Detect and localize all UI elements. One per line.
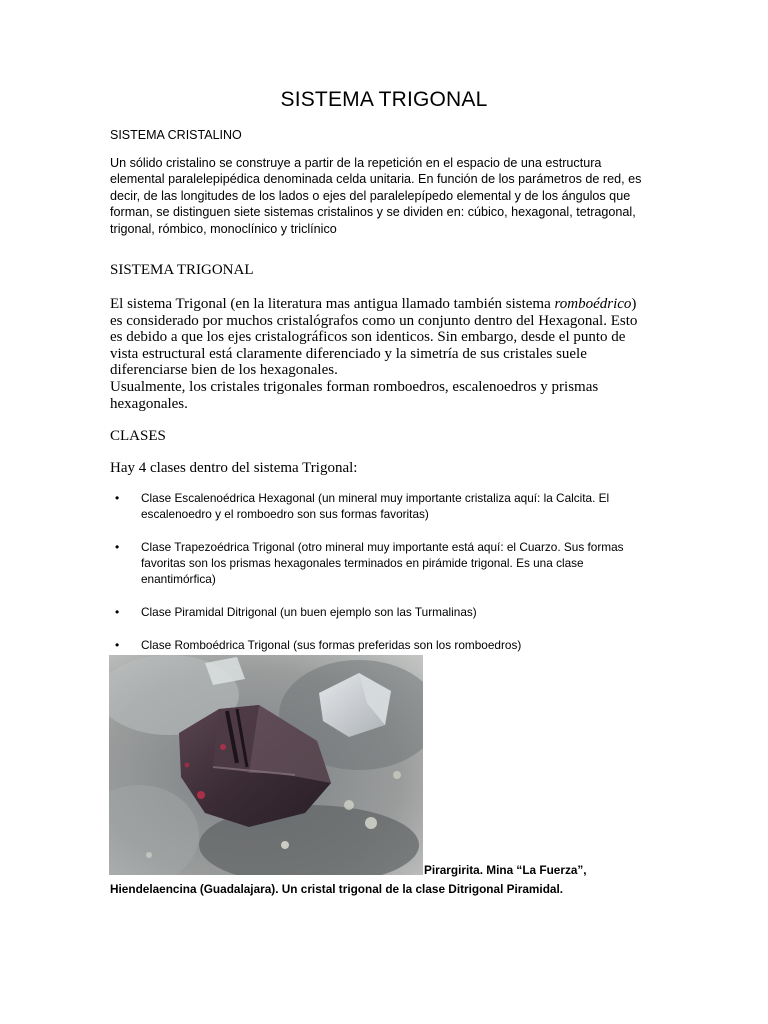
list-item (110, 604, 655, 620)
list-item (110, 539, 655, 587)
list-item (110, 490, 655, 522)
list-item (110, 637, 655, 653)
bullet-icon: • (115, 605, 120, 619)
list-item-text: Clase Escalenoédrica Hexagonal (un mineral muy importante cristaliza aquí: la Calcita. El escalenoedro y el romboedro son sus formas favoritas) (141, 491, 610, 521)
list-item-text: Clase Romboédrica Trigonal (sus formas preferidas son los romboedros) (141, 638, 522, 652)
section-heading-sistema-cristalino: SISTEMA CRISTALINO (110, 128, 242, 142)
paragraph-italic-term: romboédrico (554, 296, 632, 312)
list-item-text: Clase Trapezoédrica Trigonal (otro mineral muy importante está aquí: el Cuarzo. Sus formas favoritas son los prismas hexagonales terminados en pirámide trigonal. Es una clase enantimórfica) (141, 540, 624, 586)
photo-caption: Pirargirita. Mina “La Fuerza”, Hiendelaencina (Guadalajara). Un cristal trigonal de la clase Ditrigonal Piramidal. (110, 863, 587, 896)
section-paragraph-trigonal (110, 296, 650, 412)
section-heading-clases: CLASES (110, 428, 166, 444)
paragraph-text-part: ) es considerado por muchos cristalógrafos como un conjunto dentro del Hexagonal. Esto es debido a que los ejes cristalográficos son identicos. Sin embargo, desde el punto de vista estructural está claramente diferenciado y la simetría de sus cristales suele diferenciarse bien de los hexagonales. (110, 296, 638, 379)
bullet-icon: • (115, 540, 120, 554)
document-title: SISTEMA TRIGONAL (280, 88, 488, 111)
paragraph-text-part: El sistema Trigonal (en la literatura mas antigua llamado también sistema (110, 296, 555, 312)
pirargirita-crystal-image (109, 655, 423, 875)
section-heading-sistema-trigonal: SISTEMA TRIGONAL (110, 262, 254, 278)
clases-intro: Hay 4 clases dentro del sistema Trigonal: (110, 460, 358, 476)
section-paragraph-cristalino: Un sólido cristalino se construye a partir de la repetición en el espacio de una estructura elemental paralelepipédica denominada celda unitaria. En función de los parámetros de red, es decir, de las longitudes de los lados o ejes del paralelepípedo elemental y de los ángulos que forman, se distinguen siete sistemas cristalinos y se dividen en: cúbico, hexagonal, tetragonal, trigonal, rómbico, monoclínico y triclínico (110, 156, 642, 236)
class-list (110, 490, 655, 653)
paragraph-text-part: Usualmente, los cristales trigonales forman romboedros, escalenoedros y prismas hexagonales. (110, 378, 599, 412)
bullet-icon: • (115, 491, 120, 505)
bullet-icon: • (115, 638, 120, 652)
mineral-photo (109, 655, 423, 875)
list-item-text: Clase Piramidal Ditrigonal (un buen ejemplo son las Turmalinas) (141, 605, 477, 619)
